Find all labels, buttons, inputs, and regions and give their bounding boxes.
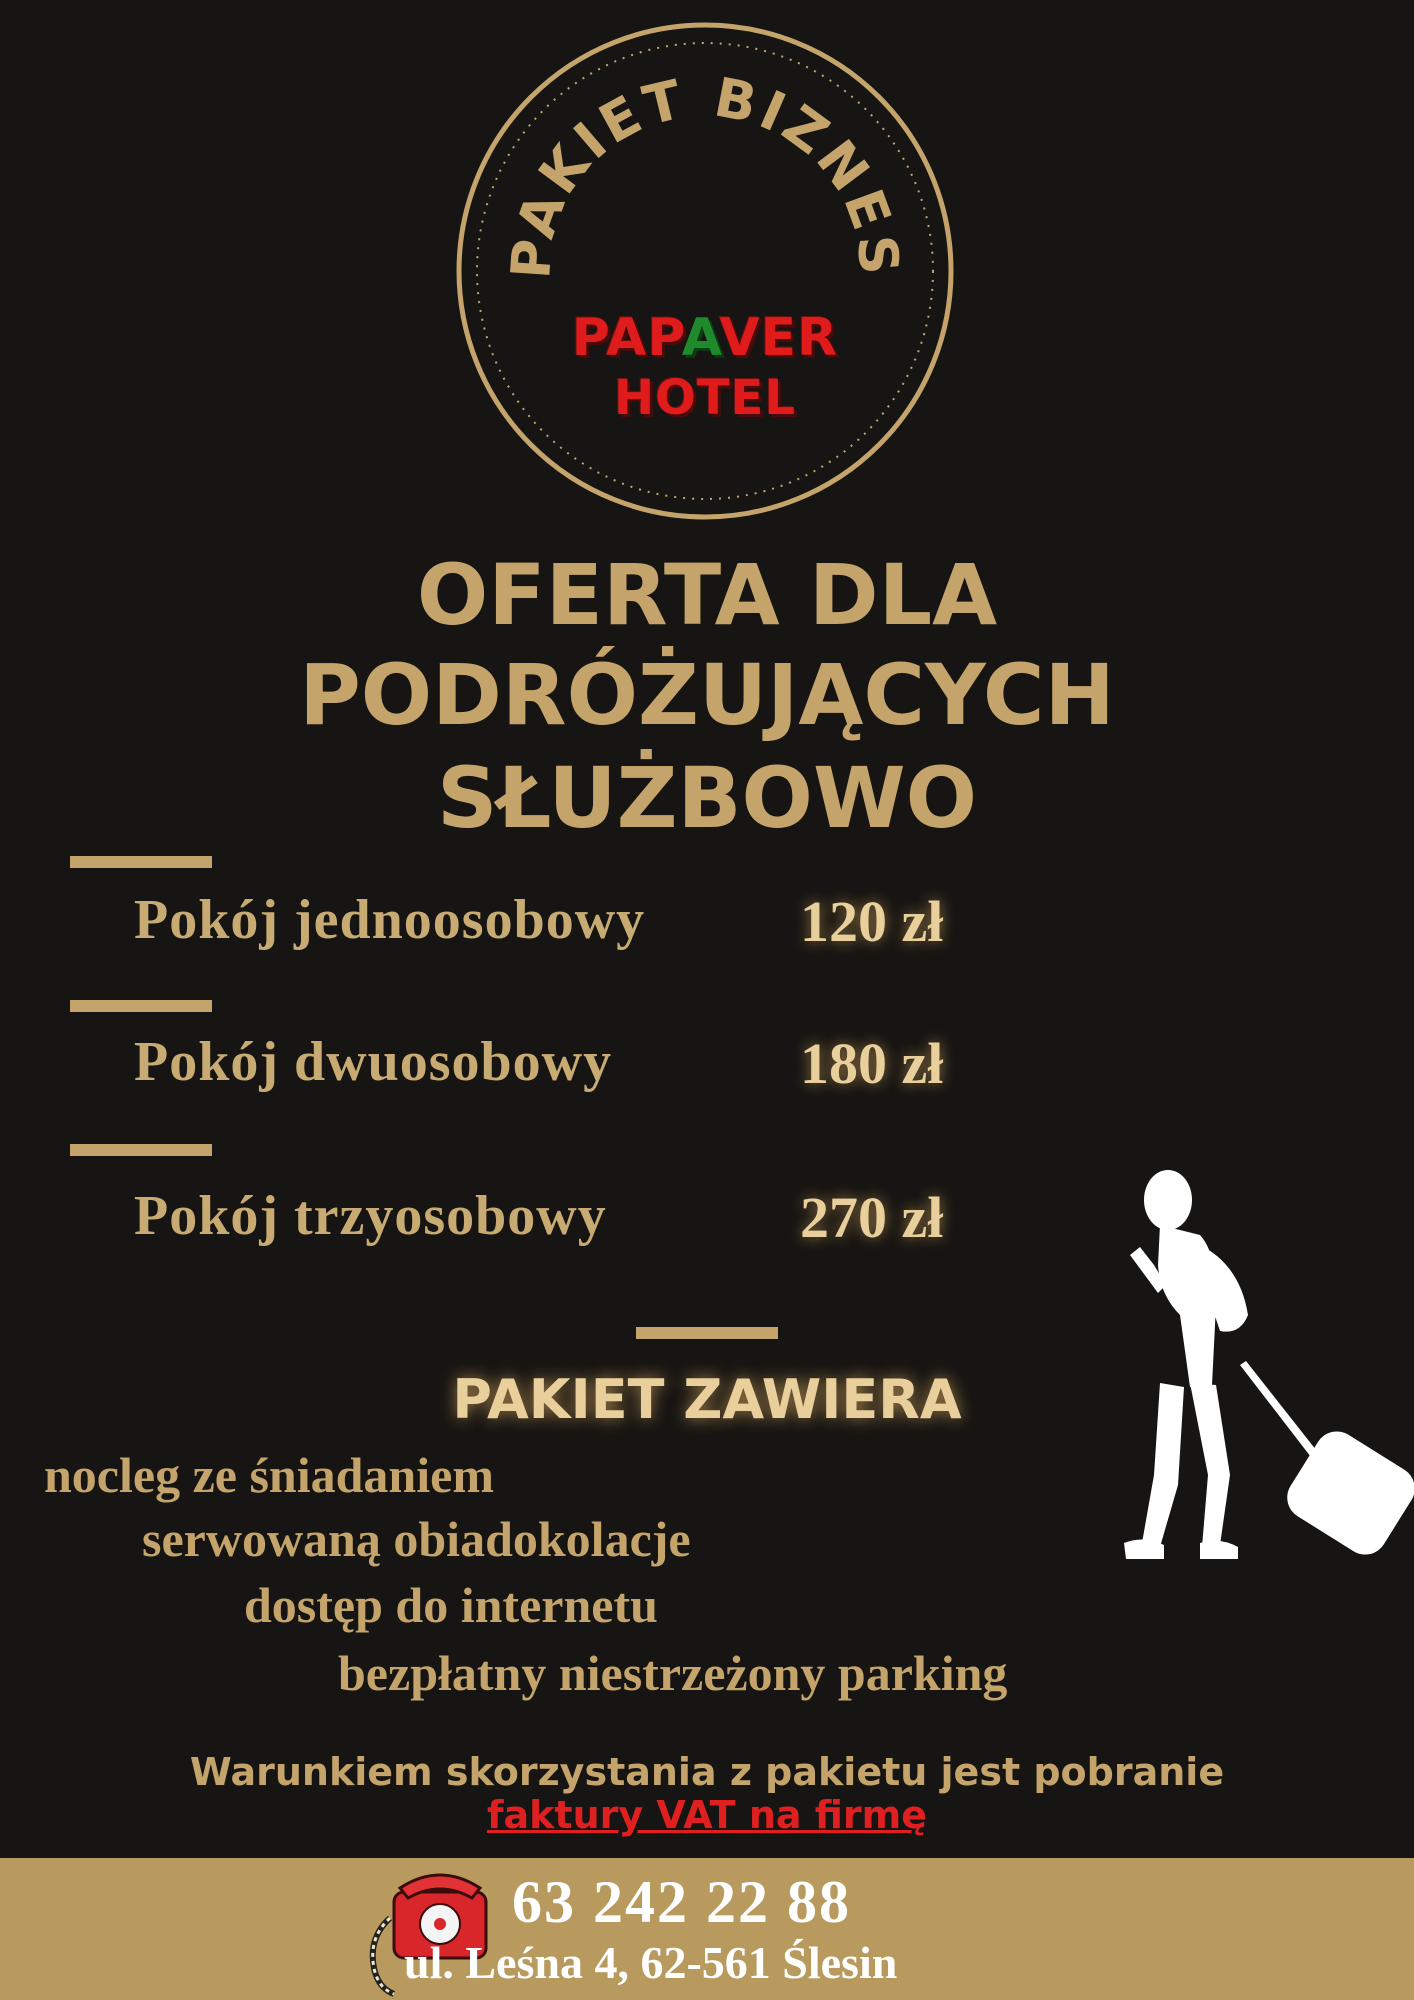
room-price-single: 120 zł (800, 889, 944, 954)
hotel-name-line1: PAPAVER (571, 308, 839, 368)
phone-number[interactable]: 63 242 22 88 (512, 1869, 851, 1935)
room-name-triple: Pokój trzyosobowy (134, 1185, 607, 1247)
room-name-single: Pokój jednoosobowy (134, 889, 646, 951)
address: ul. Leśna 4, 62-561 Ślesin (404, 1937, 898, 1988)
divider (70, 1144, 212, 1156)
headline-line3: SŁUŻBOWO (436, 749, 978, 847)
package-item: serwowaną obiadokolacje (142, 1511, 691, 1567)
room-name-double: Pokój dwuosobowy (134, 1031, 613, 1093)
seal-ring (454, 20, 956, 522)
hotel-name-line2: HOTEL (613, 370, 797, 426)
package-item: bezpłatny niestrzeżony parking (338, 1645, 1008, 1701)
room-price-double: 180 zł (800, 1031, 944, 1096)
package-item: nocleg ze śniadaniem (44, 1447, 494, 1503)
condition-invoice-text: faktury VAT na firmę (486, 1793, 928, 1837)
divider (636, 1327, 778, 1339)
package-title: PAKIET ZAWIERA (452, 1368, 962, 1431)
room-price-triple: 270 zł (800, 1185, 944, 1250)
headline-line2: PODRÓŻUJĄCYCH (299, 646, 1115, 744)
condition-text: Warunkiem skorzystania z pakietu jest pobranie (189, 1750, 1225, 1794)
seal-arc-text: PAKIET BIZNES (499, 65, 912, 281)
headline-line1: OFERTA DLA (416, 546, 998, 644)
divider (70, 856, 212, 868)
divider (70, 1000, 212, 1012)
hotel-seal (454, 20, 956, 522)
package-item: dostęp do internetu (244, 1577, 658, 1633)
traveler-silhouette-icon (1120, 1155, 1414, 1575)
